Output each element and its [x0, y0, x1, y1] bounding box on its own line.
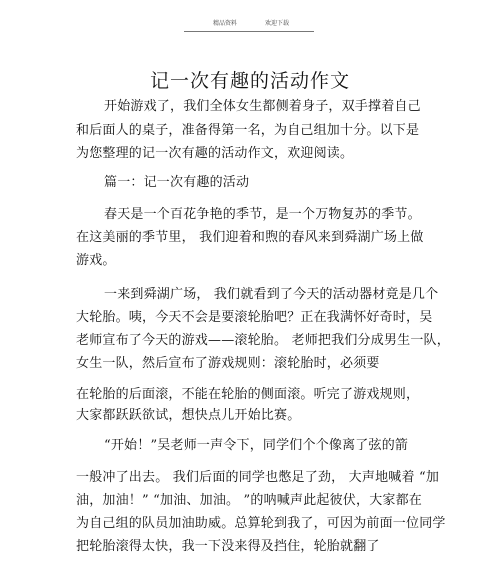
body-line: 女生一队，然后宣布了游戏规则：滚轮胎时，必须要	[76, 356, 380, 371]
page-header	[0, 18, 500, 34]
body-line: 在轮胎的后面滚，不能在轮胎的侧面滚。听完了游戏规则，	[76, 387, 420, 402]
body-line: 油，加油！” “加油、加油。 ”的呐喊声此起彼伏，大家都在	[76, 493, 423, 508]
body-line: 把轮胎滚得太快，我一下没来得及挡住，轮胎就翻了	[76, 539, 380, 554]
body-line: 为自己组的队员加油助威。总算轮到我了，可因为前面一位同学	[76, 516, 446, 531]
body-line: 开始游戏了，我们全体女生都侧着身子，双手撑着自己	[104, 99, 421, 114]
header-right-text: 欢迎下载	[265, 20, 290, 27]
body-line: 和后面人的桌子，准备得第一名，为自己组加十分。以下是	[76, 123, 420, 138]
document-title: 记一次有趣的活动作文	[149, 70, 350, 92]
body-line: 大家都跃跃欲试，想快点儿开始比赛。	[76, 408, 301, 423]
body-line: 一般冲了出去。 我们后面的同学也憋足了劲， 大声地喊着 “加	[76, 470, 440, 485]
section-heading: 篇一：记一次有趣的活动	[104, 175, 250, 190]
body-line: 春天是一个百花争艳的季节，是一个万物复苏的季节。	[104, 207, 421, 222]
header-rule	[184, 31, 314, 32]
header-left-text: 精品资料	[213, 20, 238, 27]
body-line: 为您整理的记一次有趣的活动作文，欢迎阅读。	[76, 146, 354, 161]
body-line: “开始！”吴老师一声令下，同学们个个像离了弦的箭	[104, 438, 409, 453]
body-line: 一来到舜湖广场， 我们就看到了今天的活动器材竟是几个	[104, 287, 439, 302]
body-line: 游戏。	[76, 253, 116, 268]
body-line: 老师宣布了今天的游戏——滚轮胎。 老师把我们分成男生一队，	[76, 333, 450, 348]
body-line: 在这美丽的季节里， 我们迎着和煦的春风来到舜湖广场上做	[76, 230, 424, 245]
body-line: 大轮胎。咦，今天不会是要滚轮胎吧？正在我满怀好奇时，吴	[76, 310, 433, 325]
